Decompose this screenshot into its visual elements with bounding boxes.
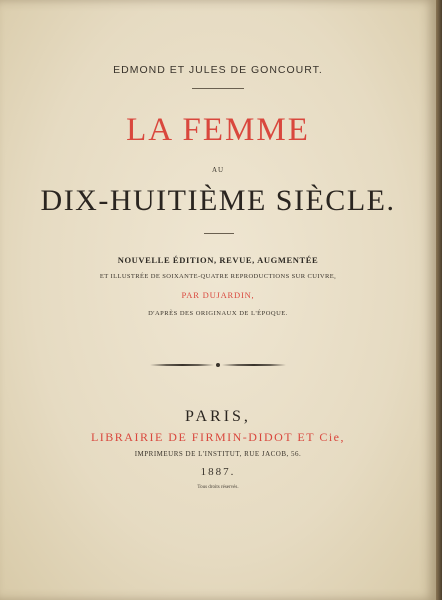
title-connector: AU xyxy=(211,166,225,174)
title-main: LA FEMME xyxy=(126,112,310,148)
title-rule xyxy=(204,233,234,234)
rights-notice: Tous droits réservés. xyxy=(197,485,239,490)
publication-year: 1887. xyxy=(200,466,236,478)
title-subtitle: DIX-HUITIÈME SIÈCLE. xyxy=(40,184,396,217)
publisher: LIBRAIRIE DE FIRMIN-DIDOT ET Cie, xyxy=(90,430,346,444)
ornament-rule-icon xyxy=(148,360,288,370)
printer-address: IMPRIMEURS DE L'INSTITUT, RUE JACOB, 56. xyxy=(134,450,302,458)
page-edge xyxy=(436,0,442,600)
illustration-line: ET ILLUSTRÉE DE SOIXANTE-QUATRE REPRODUCTIONS SUR CUIVRE, xyxy=(99,273,337,280)
authors-rule xyxy=(192,88,244,89)
source-line: D'APRÈS DES ORIGINAUX DE L'ÉPOQUE. xyxy=(148,310,288,317)
illustrator-line: PAR DUJARDIN, xyxy=(181,290,255,300)
city: PARIS, xyxy=(185,408,251,425)
edition-line: NOUVELLE ÉDITION, REVUE, AUGMENTÉE xyxy=(117,255,319,265)
authors-line: EDMOND ET JULES DE GONCOURT. xyxy=(113,64,323,76)
